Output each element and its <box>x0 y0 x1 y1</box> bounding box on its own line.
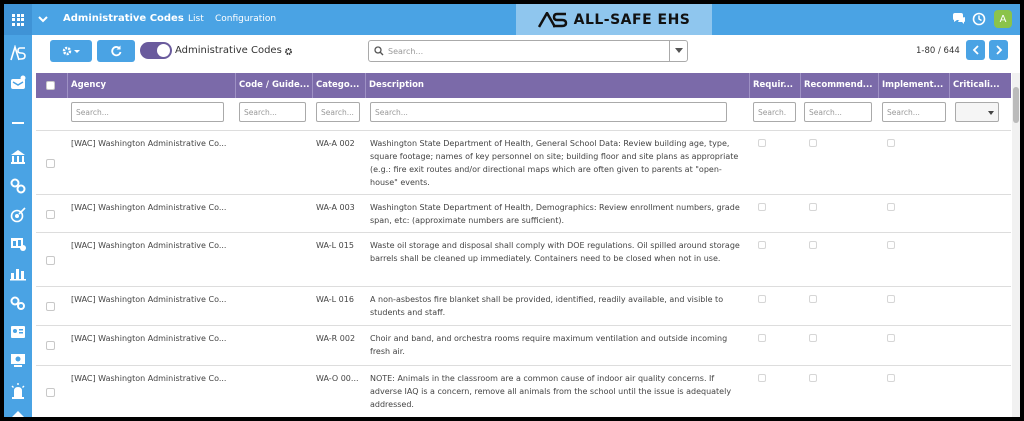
apps-menu-button[interactable] <box>4 4 32 35</box>
select-all-checkbox[interactable] <box>46 81 55 90</box>
refresh-icon <box>110 45 122 57</box>
col-agency[interactable]: Agency <box>68 73 236 98</box>
table-row[interactable] <box>36 233 1011 287</box>
required-checkbox[interactable] <box>758 374 766 382</box>
table-row[interactable] <box>36 195 1011 233</box>
required-checkbox[interactable] <box>758 241 766 249</box>
filter-recommended[interactable]: Search... <box>804 102 872 122</box>
required-checkbox[interactable] <box>758 203 766 211</box>
table-scrollbar[interactable] <box>1012 73 1020 417</box>
caret-down-icon <box>675 48 683 54</box>
filter-row <box>36 98 1011 131</box>
cell-category: WA-A 003 <box>316 203 355 212</box>
implemented-checkbox[interactable] <box>887 334 895 342</box>
table-row[interactable] <box>36 366 1011 417</box>
page-title: Administrative Codes <box>63 13 184 24</box>
recommended-checkbox[interactable] <box>809 374 817 382</box>
row-checkbox[interactable] <box>46 341 55 350</box>
cell-category: WA-O 00... <box>316 374 359 383</box>
chevron-right-icon <box>995 45 1003 55</box>
implemented-checkbox[interactable] <box>887 139 895 147</box>
implemented-checkbox[interactable] <box>887 241 895 249</box>
row-checkbox[interactable] <box>46 256 55 265</box>
pager-count: 1-80 / 644 <box>916 46 960 56</box>
report-icon[interactable] <box>10 236 26 252</box>
sidebar <box>4 35 32 417</box>
cell-agency: [WAC] Washington Administrative Co... <box>71 203 227 212</box>
required-checkbox[interactable] <box>758 139 766 147</box>
filter-implemented[interactable]: Search... <box>882 102 946 122</box>
implemented-checkbox[interactable] <box>887 203 895 211</box>
settings-icon[interactable] <box>10 295 26 311</box>
recommended-checkbox[interactable] <box>809 295 817 303</box>
recommended-checkbox[interactable] <box>809 139 817 147</box>
clock-icon[interactable] <box>972 12 986 26</box>
building-icon[interactable] <box>10 149 26 165</box>
required-checkbox[interactable] <box>758 295 766 303</box>
search-options-button[interactable] <box>669 41 687 61</box>
col-category[interactable]: Catego... <box>313 73 366 98</box>
cell-agency: [WAC] Washington Administrative Co... <box>71 374 227 383</box>
filter-description[interactable]: Search... <box>370 102 727 122</box>
col-recommended[interactable]: Recommend... <box>801 73 879 98</box>
row-checkbox[interactable] <box>46 302 55 311</box>
chevron-down-icon[interactable] <box>37 13 49 25</box>
search-input[interactable] <box>368 40 688 62</box>
divider-icon <box>10 115 26 131</box>
cell-agency: [WAC] Washington Administrative Co... <box>71 295 227 304</box>
cell-description: NOTE: Animals in the classroom are a common cause of indoor air quality concerns. If adverse IAQ is a concern, remove all animals from the school until the issue is adequately addressed. <box>370 374 732 409</box>
recommended-checkbox[interactable] <box>809 241 817 249</box>
table-header <box>36 73 1011 98</box>
cell-category: WA-L 016 <box>316 295 354 304</box>
cell-agency: [WAC] Washington Administrative Co... <box>71 241 227 250</box>
apps-grid-icon <box>12 14 24 26</box>
search-icon <box>374 46 384 56</box>
active-toggle[interactable] <box>140 42 172 59</box>
search-placeholder: Search... <box>388 47 424 56</box>
next-page-button[interactable] <box>989 40 1008 60</box>
filter-criticality-select[interactable] <box>955 102 999 122</box>
filter-category[interactable]: Search... <box>316 102 360 122</box>
cell-description: Washington State Department of Health, Demographics: Review enrollment numbers, grade span, etc: (approximate numbers are sufficient). <box>370 203 740 225</box>
caret-down-icon <box>988 111 994 115</box>
gear-icon <box>61 45 81 57</box>
filter-required[interactable]: Search. <box>753 102 796 122</box>
recommended-checkbox[interactable] <box>809 334 817 342</box>
inbox-icon[interactable] <box>10 75 26 91</box>
select-all-cell <box>36 73 68 98</box>
col-implemented[interactable]: Implement... <box>879 73 950 98</box>
monitor-user-icon[interactable] <box>10 353 26 369</box>
table-row[interactable] <box>36 326 1011 366</box>
top-bar <box>4 4 1020 35</box>
filter-code[interactable]: Search... <box>239 102 306 122</box>
chevron-left-icon <box>972 45 980 55</box>
user-avatar[interactable]: A <box>994 10 1012 28</box>
cell-category: WA-R 002 <box>316 334 356 343</box>
table-row[interactable] <box>36 287 1011 326</box>
gear-icon[interactable] <box>284 47 293 56</box>
row-checkbox[interactable] <box>46 388 55 397</box>
gears-icon[interactable] <box>10 178 26 194</box>
recommended-checkbox[interactable] <box>809 203 817 211</box>
cell-category: WA-A 002 <box>316 139 355 148</box>
nav-link-list[interactable]: List <box>188 14 204 24</box>
nav-link-configuration[interactable]: Configuration <box>215 14 277 24</box>
cell-agency: [WAC] Washington Administrative Co... <box>71 139 227 148</box>
implemented-checkbox[interactable] <box>887 295 895 303</box>
col-criticality[interactable]: Criticali... <box>953 80 1000 90</box>
app-window <box>4 4 1020 417</box>
toggle-label: Administrative Codes <box>175 45 282 56</box>
refresh-button[interactable] <box>97 40 135 62</box>
brand-mark-icon <box>538 12 568 28</box>
scrollbar-thumb[interactable] <box>1013 87 1019 123</box>
table-row[interactable] <box>36 131 1011 195</box>
chat-icon[interactable] <box>952 12 966 26</box>
cell-description: A non-asbestos fire blanket shall be provided, identified, readily available, and visible to students and staff. <box>370 295 724 317</box>
brand-logo <box>516 4 712 35</box>
cell-category: WA-L 015 <box>316 241 354 250</box>
implemented-checkbox[interactable] <box>887 374 895 382</box>
cell-description: Choir and band, and orchestra rooms require maximum ventilation and outside incoming fresh air. <box>370 334 728 356</box>
col-description[interactable]: Description <box>366 73 750 98</box>
cell-description: Washington State Department of Health, General School Data: Review building age, type, square footage; names of key personnel on site; building floor and site plans as appropriate (e.g.: fire exit routes and/or directional maps which are often given to parents at "open-house" events. <box>370 139 739 187</box>
more-icon[interactable] <box>10 409 26 417</box>
brand-name: ALL-SAFE EHS <box>573 11 691 28</box>
row-checkbox[interactable] <box>46 159 55 168</box>
brand-mark-icon[interactable] <box>10 45 26 61</box>
filter-agency[interactable]: Search... <box>71 102 224 122</box>
cell-agency: [WAC] Washington Administrative Co... <box>71 334 227 343</box>
settings-menu-button[interactable] <box>50 40 92 62</box>
col-code-guide[interactable]: Code / Guide... <box>236 73 313 98</box>
bar-chart-icon[interactable] <box>10 265 26 281</box>
col-required[interactable]: Requir... <box>750 73 801 98</box>
row-checkbox[interactable] <box>46 210 55 219</box>
alarm-icon[interactable] <box>10 383 26 399</box>
id-card-icon[interactable] <box>10 324 26 340</box>
prev-page-button[interactable] <box>966 40 985 60</box>
target-chart-icon[interactable] <box>10 207 26 223</box>
required-checkbox[interactable] <box>758 334 766 342</box>
cell-description: Waste oil storage and disposal shall comply with DOE regulations. Oil spilled around storage barrels shall be cleaned up immediately. Containers need to be closed when not in use. <box>370 241 740 263</box>
